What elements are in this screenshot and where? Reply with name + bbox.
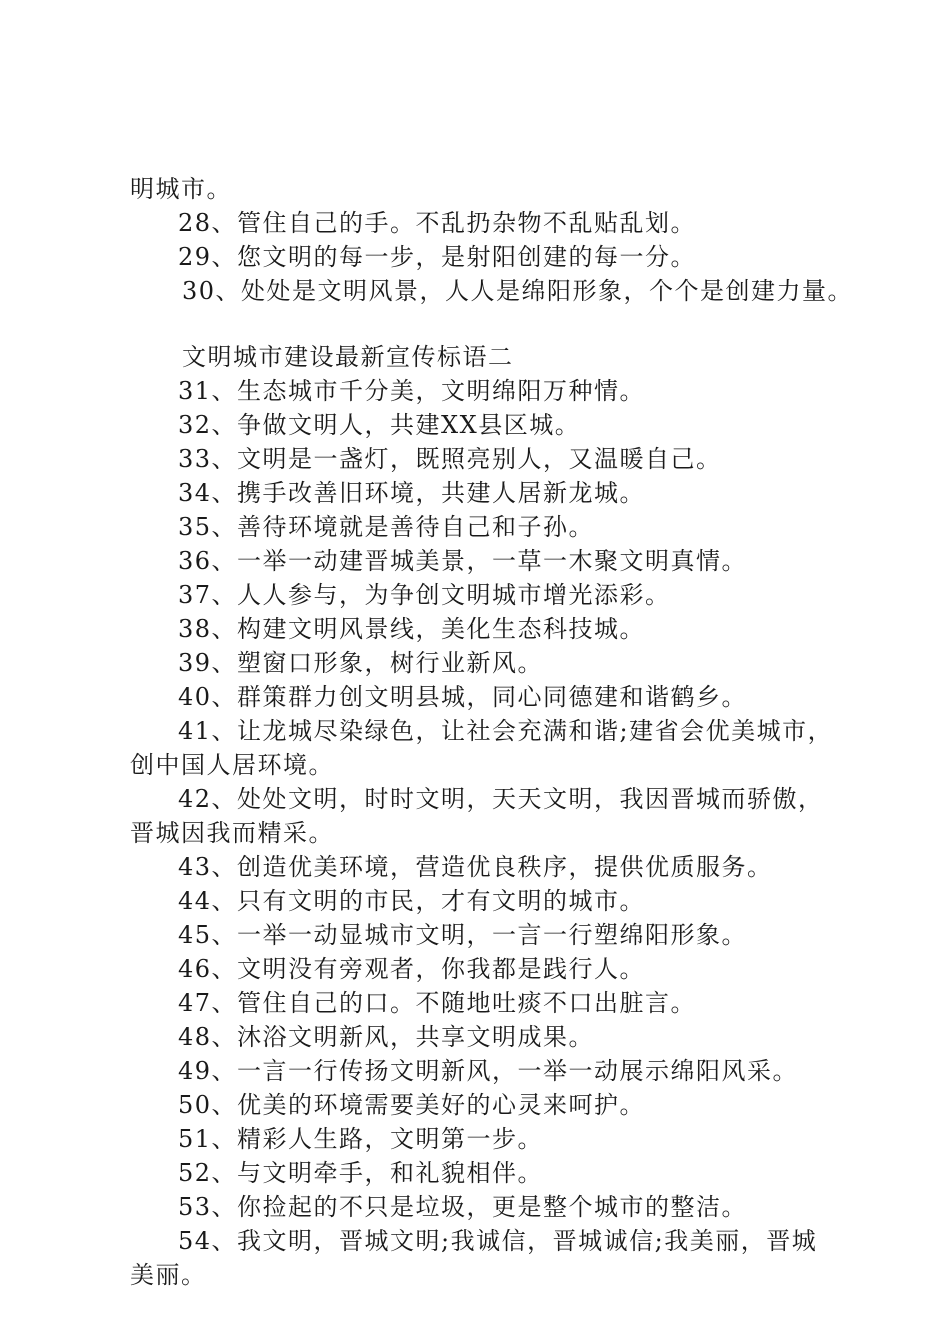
document-body (130, 172, 854, 1292)
slogan-item-wrapped: 42、处处文明，时时文明，天天文明，我因晋城而骄傲，晋城因我而精采。 (130, 785, 824, 847)
slogan-item: 31、生态城市千分美，文明绵阳万种情。 (178, 377, 646, 405)
slogan-item: 29、您文明的每一步，是射阳创建的每一分。 (178, 243, 697, 271)
slogan-item: 50、优美的环境需要美好的心灵来呵护。 (178, 1091, 646, 1119)
slogan-item: 28、管住自己的手。不乱扔杂物不乱贴乱划。 (178, 209, 697, 237)
slogan-item: 43、创造优美环境，营造优良秩序，提供优质服务。 (178, 853, 773, 881)
slogan-item: 52、与文明牵手，和礼貌相伴。 (178, 1159, 544, 1187)
slogan-item-wrapped: 54、我文明，晋城文明;我诚信，晋城诚信;我美丽，晋城美丽。 (130, 1227, 818, 1289)
slogan-item: 51、精彩人生路，文明第一步。 (178, 1125, 544, 1153)
slogan-item: 38、构建文明风景线，美化生态科技城。 (178, 615, 646, 643)
section-title: 文明城市建设最新宣传标语二 (182, 343, 514, 371)
paragraph-continuation: 明城市。 (130, 175, 232, 203)
slogan-item: 30、处处是文明风景，人人是绵阳形象，个个是创建力量。 (182, 277, 854, 305)
slogan-item: 33、文明是一盏灯，既照亮别人，又温暖自己。 (178, 445, 722, 473)
slogan-item: 46、文明没有旁观者，你我都是践行人。 (178, 955, 646, 983)
slogan-item: 34、携手改善旧环境，共建人居新龙城。 (178, 479, 646, 507)
slogan-item: 47、管住自己的口。不随地吐痰不口出脏言。 (178, 989, 697, 1017)
slogan-item: 49、一言一行传扬文明新风，一举一动展示绵阳风采。 (178, 1057, 799, 1085)
slogan-item: 36、一举一动建晋城美景，一草一木聚文明真情。 (178, 547, 748, 575)
section-spacer (130, 308, 840, 340)
slogan-item: 35、善待环境就是善待自己和子孙。 (178, 513, 595, 541)
slogan-item: 32、争做文明人，共建XX县区城。 (178, 411, 581, 439)
slogan-item: 40、群策群力创文明县城，同心同德建和谐鹤乡。 (178, 683, 748, 711)
slogan-item: 37、人人参与，为争创文明城市增光添彩。 (178, 581, 671, 609)
slogan-item: 53、你捡起的不只是垃圾，更是整个城市的整洁。 (178, 1193, 748, 1221)
slogan-item-wrapped: 41、让龙城尽染绿色，让社会充满和谐;建省会优美城市，创中国人居环境。 (130, 717, 834, 779)
slogan-item: 45、一举一动显城市文明，一言一行塑绵阳形象。 (178, 921, 748, 949)
slogan-item: 44、只有文明的市民，才有文明的城市。 (178, 887, 646, 915)
slogan-item: 39、塑窗口形象，树行业新风。 (178, 649, 544, 677)
slogan-item: 48、沐浴文明新风，共享文明成果。 (178, 1023, 595, 1051)
